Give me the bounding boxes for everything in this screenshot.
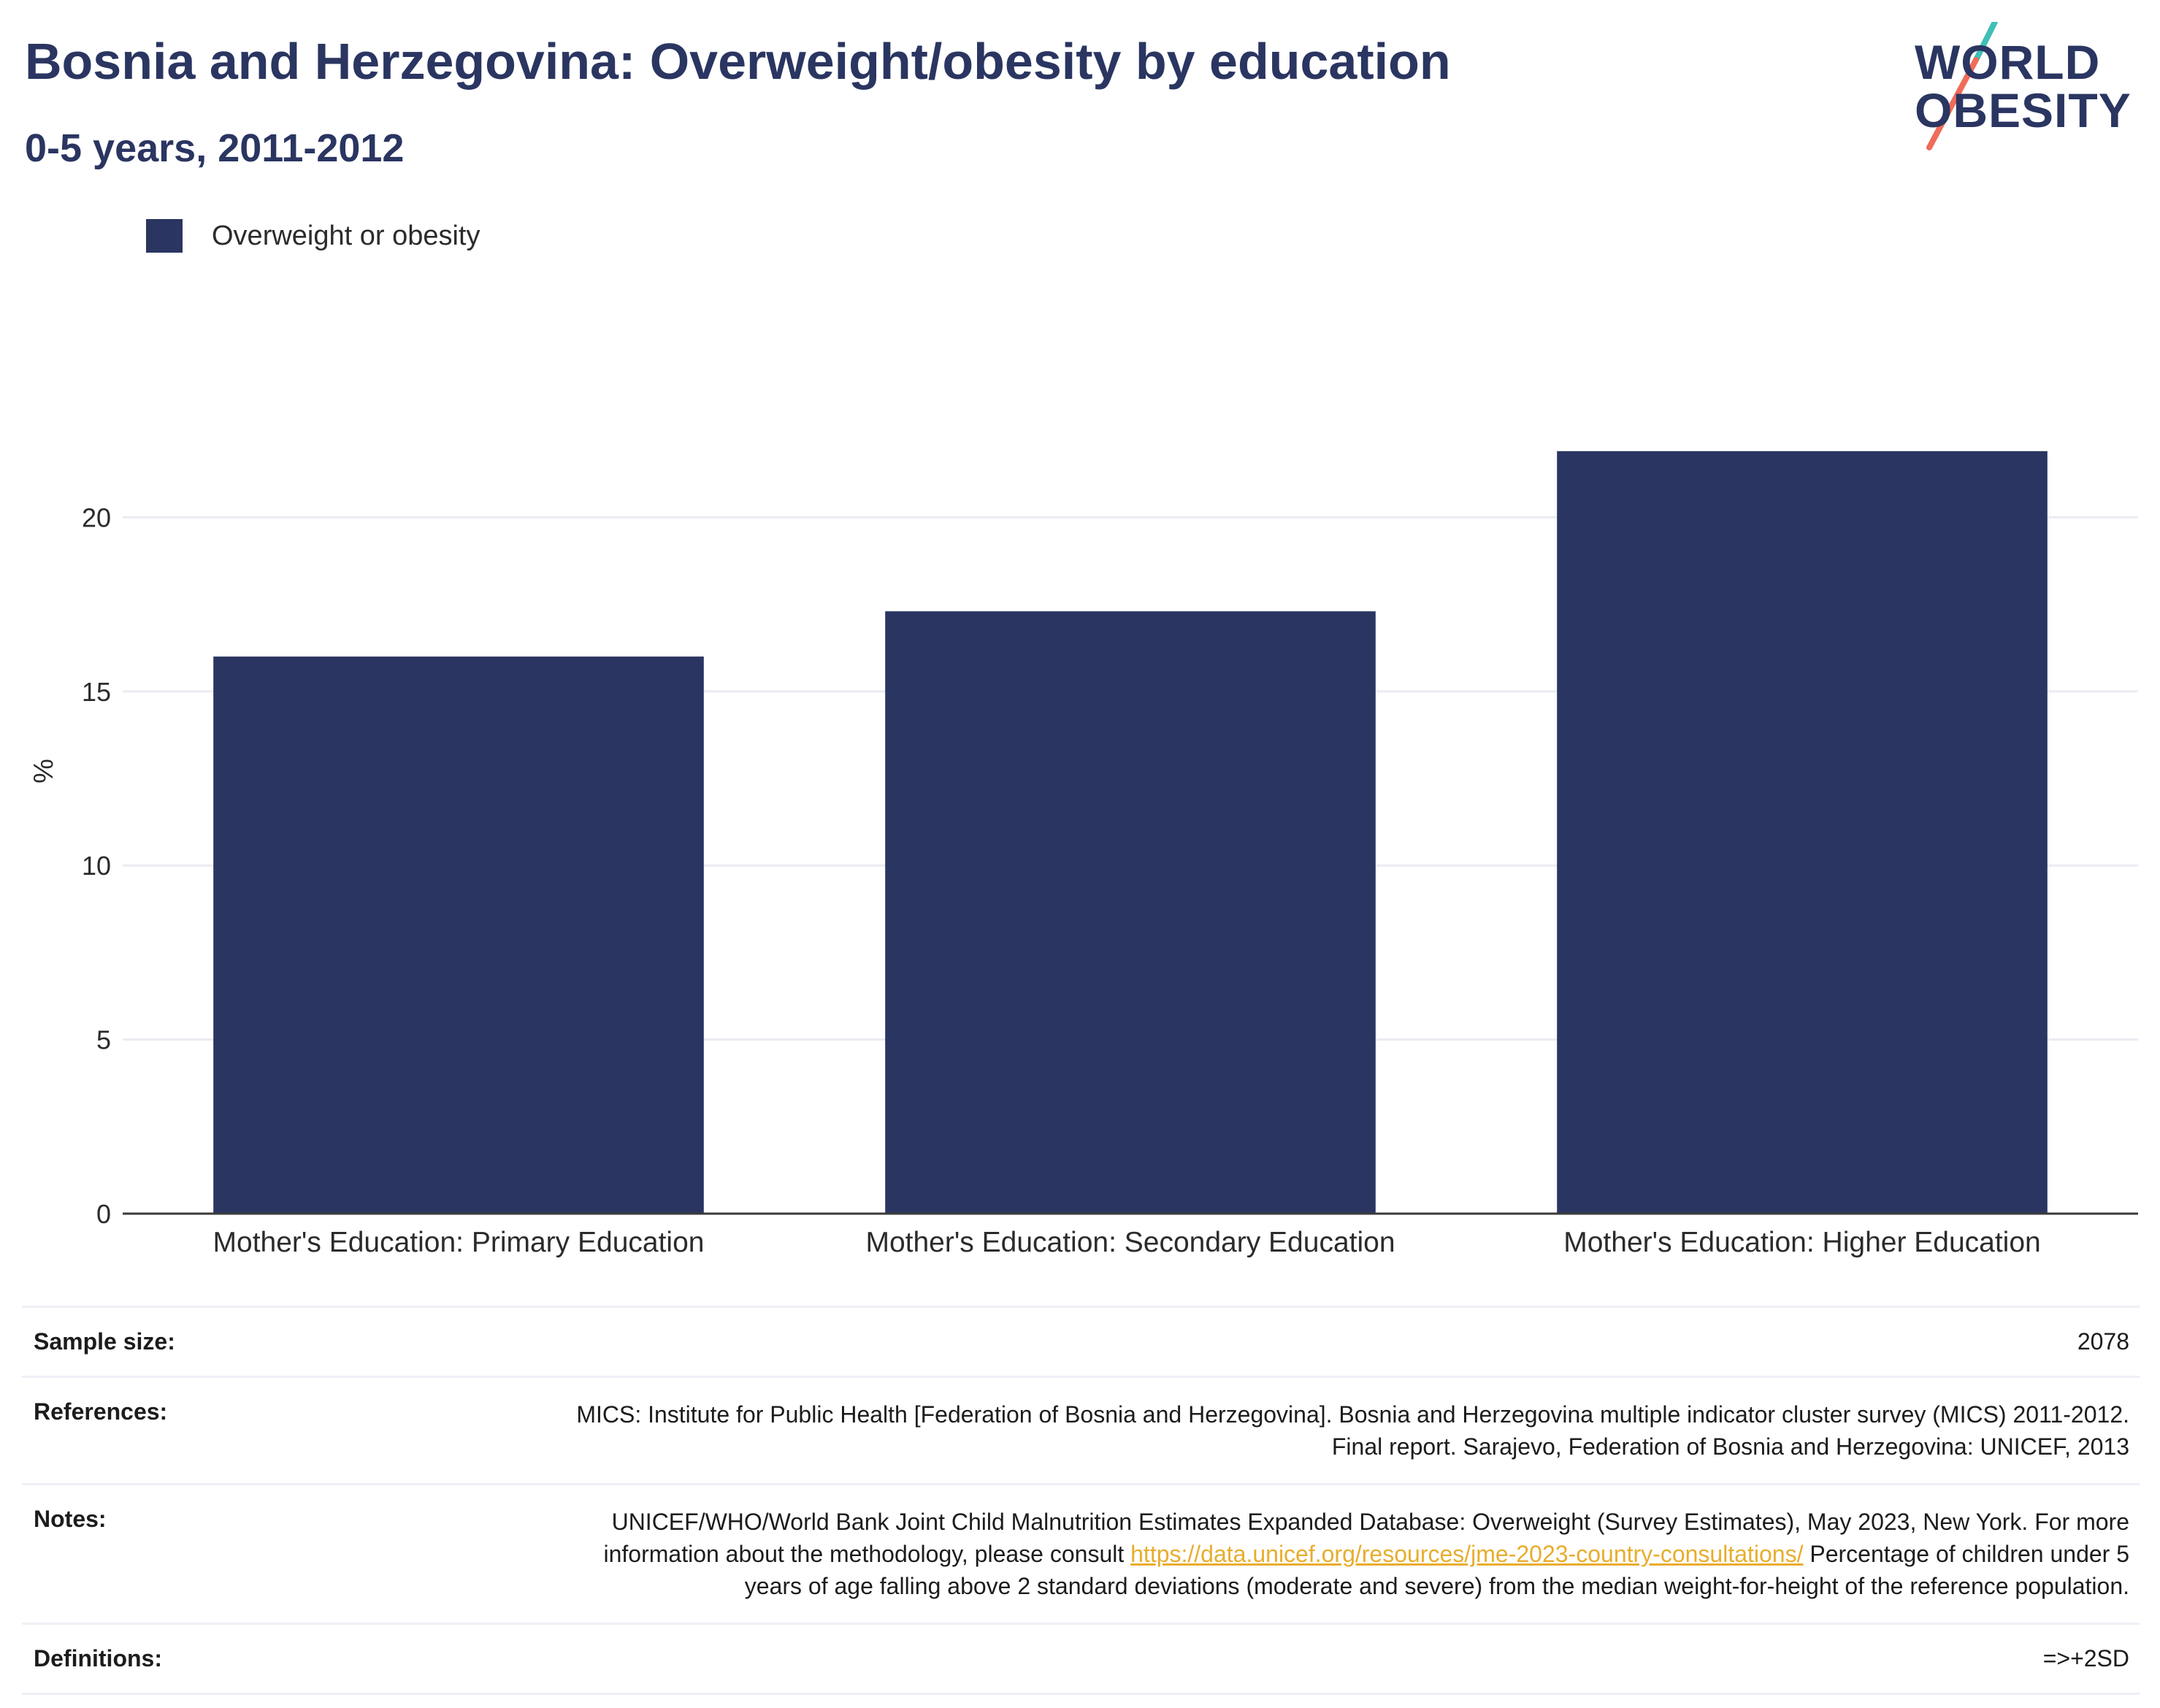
chart-title: Bosnia and Herzegovina: Overweight/obesity by education	[25, 33, 1451, 90]
notes-text-before: UNICEF/WHO/World Bank Joint Child Malnutrition Estimates Expanded Database: Overweight (Survey Estimates), May 2023, New York. For more information about the methodology, please consult	[603, 1509, 2129, 1567]
bar	[1557, 451, 2048, 1214]
references-value: MICS: Institute for Public Health [Federation of Bosnia and Herzegovina]. Bosnia and Herzegovina multiple indicator cluster survey (MICS) 2011-2012. Final report. Sarajevo, Federation of Bosnia and Herzegovina: UNICEF, 2013	[576, 1401, 2129, 1460]
y-tick-label: 10	[81, 851, 111, 881]
notes-text-after: Percentage of children under 5 years of age falling above 2 standard deviations (moderate and severe) from the median weight-for-height of the reference population.	[744, 1541, 2129, 1599]
definitions-value: =>+2SD	[2042, 1645, 2129, 1671]
y-tick-label: 0	[96, 1199, 111, 1229]
references-label: References:	[34, 1398, 168, 1425]
x-tick-label: Mother's Education: Higher Education	[1563, 1227, 2041, 1258]
definitions-label: Definitions:	[34, 1645, 162, 1671]
chart-subtitle: 0-5 years, 2011-2012	[25, 126, 405, 170]
notes-link[interactable]: https://data.unicef.org/resources/jme-2023-country-consultations/	[1130, 1541, 1804, 1567]
legend-label: Overweight or obesity	[212, 220, 480, 251]
logo-text-world: WORLD	[1915, 35, 2101, 89]
bar	[213, 656, 704, 1214]
info-row-references	[22, 1376, 2140, 1483]
logo-text-obesity: OBESITY	[1915, 83, 2132, 137]
bar	[885, 611, 1376, 1214]
info-row-definitions	[22, 1623, 2140, 1695]
info-row-sample-size	[22, 1306, 2140, 1376]
sample-size-value: 2078	[2077, 1328, 2129, 1355]
y-tick-label: 15	[81, 676, 111, 707]
notes-label: Notes:	[34, 1506, 107, 1532]
sample-size-label: Sample size:	[34, 1328, 175, 1355]
info-table	[22, 1306, 2140, 1695]
y-axis-label: %	[28, 759, 59, 784]
y-tick-label: 5	[96, 1025, 111, 1055]
y-tick-label: 20	[81, 502, 111, 533]
x-tick-label: Mother's Education: Primary Education	[212, 1227, 705, 1258]
notes-value	[559, 1506, 2129, 1602]
x-tick-label: Mother's Education: Secondary Education	[865, 1227, 1395, 1258]
info-row-notes	[22, 1483, 2140, 1623]
